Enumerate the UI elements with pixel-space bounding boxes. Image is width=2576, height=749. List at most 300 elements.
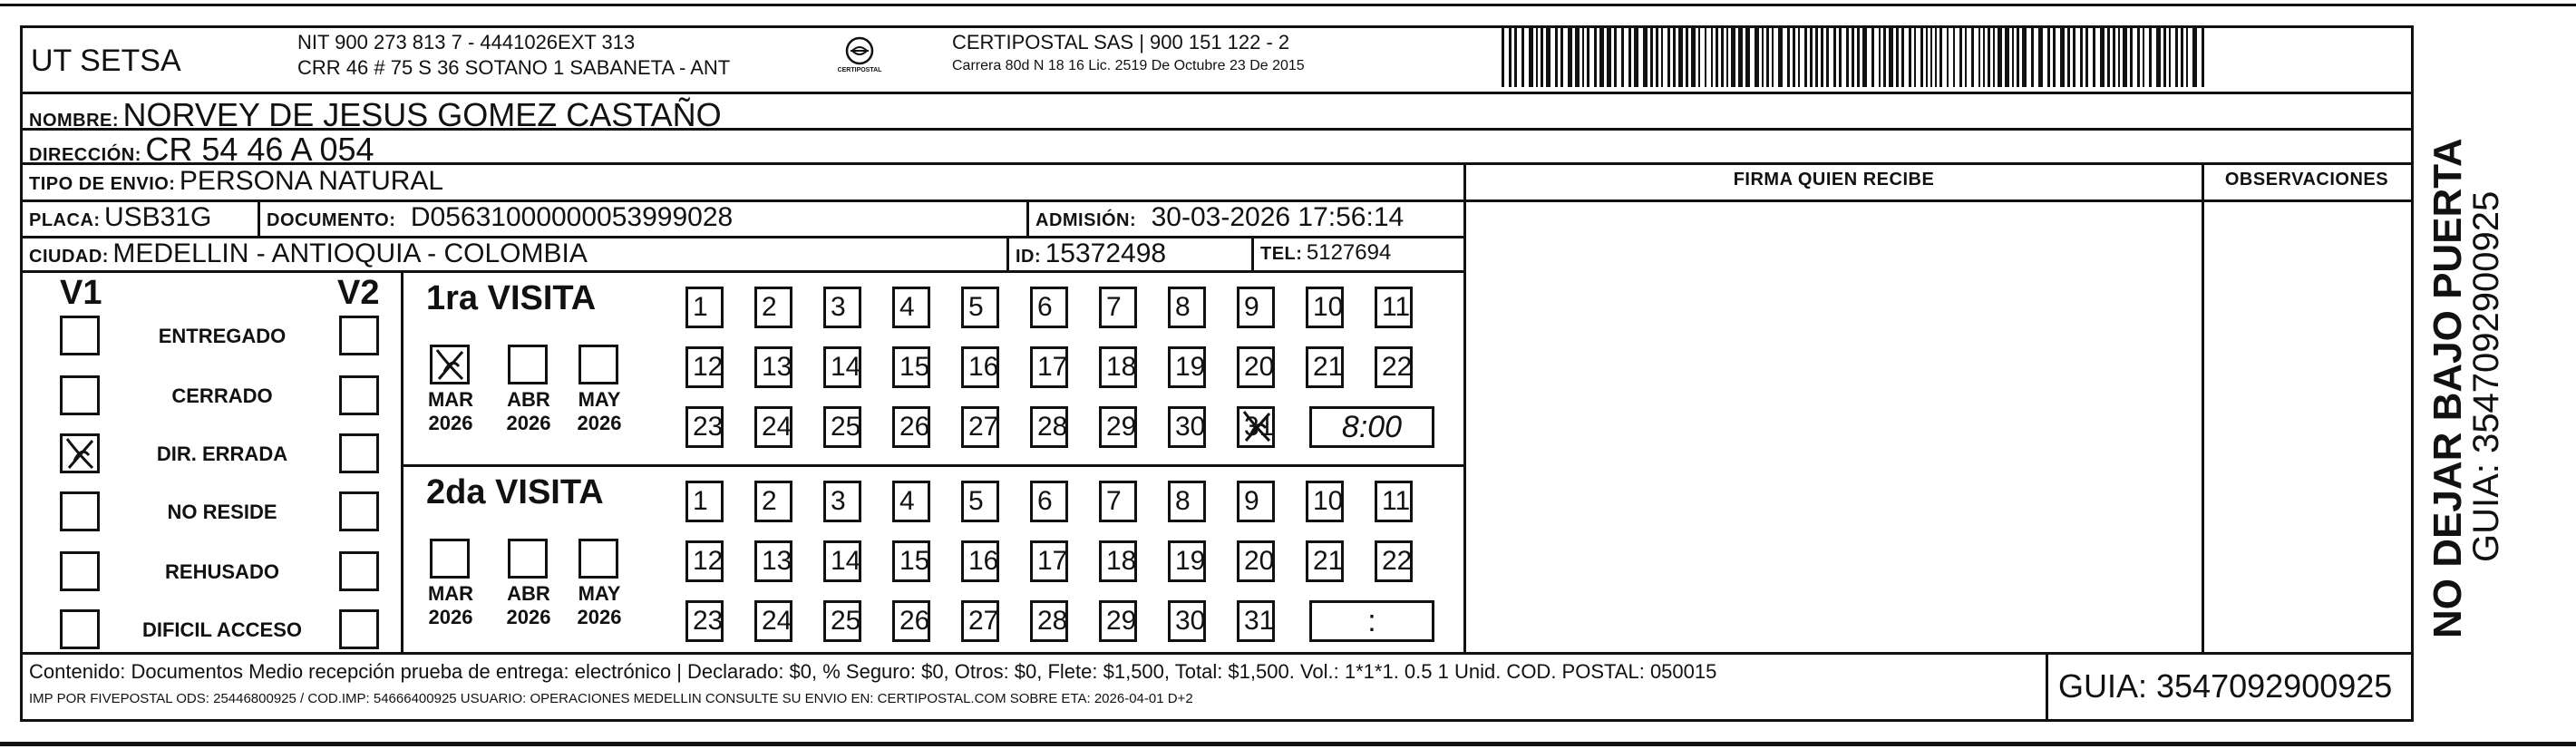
day-number: 14 — [831, 546, 861, 576]
barcode-bar — [2012, 27, 2014, 87]
firma-label: FIRMA QUIEN RECIBE — [1733, 170, 1935, 190]
day-box[interactable] — [1375, 481, 1413, 522]
barcode-bar — [1575, 27, 1580, 87]
day-box[interactable] — [754, 481, 792, 522]
side-guia: GUIA: 3547092900925 — [2466, 190, 2506, 562]
v1-checkbox[interactable] — [60, 551, 100, 591]
barcode-bar — [1621, 27, 1624, 87]
day-box[interactable] — [1099, 287, 1137, 328]
visit-time-box[interactable] — [1309, 406, 1434, 448]
v2-checkbox[interactable] — [339, 551, 379, 591]
month-year: 2026 — [506, 606, 551, 628]
barcode-bar — [2017, 27, 2019, 87]
day-box[interactable] — [1237, 287, 1275, 328]
day-box[interactable] — [1168, 406, 1206, 448]
barcode-bar — [2169, 27, 2171, 87]
barcode-bar — [1529, 27, 1533, 87]
day-number: 10 — [1313, 486, 1344, 516]
barcode-bar — [1726, 27, 1728, 87]
v2-checkbox[interactable] — [339, 316, 379, 355]
day-number: 21 — [1313, 352, 1344, 382]
id-cell — [1016, 238, 1166, 269]
v1-label: V1 — [60, 274, 102, 312]
day-number: 26 — [899, 412, 930, 442]
barcode-bar — [2107, 27, 2110, 87]
day-box[interactable] — [754, 346, 792, 388]
barcode-bar — [1678, 27, 1683, 87]
barcode-bar — [2186, 27, 2188, 87]
barcode-bar — [1667, 27, 1670, 87]
barcode-bar — [1509, 27, 1512, 87]
row-sep-2 — [20, 162, 2414, 165]
month-checkbox[interactable] — [578, 539, 618, 579]
day-number: 7 — [1106, 486, 1122, 516]
direccion-row — [29, 131, 374, 169]
v2-checkbox[interactable] — [339, 491, 379, 531]
v2-checkbox[interactable] — [339, 375, 379, 415]
day-box[interactable] — [685, 287, 724, 328]
barcode-bar — [1738, 27, 1743, 87]
day-number: 31 — [1244, 606, 1275, 636]
v1-checkbox[interactable] — [60, 491, 100, 531]
day-number: 20 — [1244, 546, 1275, 576]
day-number: 27 — [968, 412, 999, 442]
barcode-bar — [2149, 27, 2152, 87]
placa-cell — [29, 202, 211, 233]
barcode-bar — [2022, 27, 2027, 87]
barcode-bar — [1514, 27, 1517, 87]
ciudad-value: MEDELLIN - ANTIOQUIA - COLOMBIA — [112, 238, 588, 268]
barcode-bar — [1953, 27, 1955, 87]
day-box[interactable] — [754, 406, 792, 448]
footer-contenido: Contenido: Documentos Medio recepción prueba de entrega: electrónico | Declarado: $0, % Seguro: $0, Otros: $0, Flete: $1,500, Total: $1,500. Vol.: 1*1*1. 0.5 1 Unid. COD. POSTAL: 050015 — [29, 660, 1717, 683]
day-number: 7 — [1106, 292, 1122, 322]
day-box[interactable] — [754, 287, 792, 328]
footer-separator — [20, 652, 2414, 655]
status-visit-divider — [401, 270, 403, 652]
ciudad-label: CIUDAD: — [29, 247, 109, 267]
day-box[interactable] — [754, 540, 792, 582]
day-number: 29 — [1106, 606, 1137, 636]
barcode-bar — [1731, 27, 1735, 87]
barcode-bar — [1691, 27, 1696, 87]
day-number: 28 — [1037, 412, 1068, 442]
v2-checkbox[interactable] — [339, 433, 379, 473]
footer-guia: GUIA: 3547092900925 — [2058, 667, 2393, 705]
status-label: CERRADO — [171, 384, 273, 407]
day-number: 27 — [968, 606, 999, 636]
month-name: MAR — [427, 582, 474, 605]
day-number: 21 — [1313, 546, 1344, 576]
barcode-bar — [2143, 27, 2144, 87]
header-separator — [20, 92, 2414, 94]
barcode-bar — [1568, 27, 1572, 87]
day-box[interactable] — [892, 287, 930, 328]
barcode-bar — [2093, 27, 2095, 87]
day-number: 3 — [831, 486, 846, 516]
day-box[interactable] — [1168, 600, 1206, 642]
month-name: ABR — [507, 388, 550, 411]
v1-checkbox[interactable] — [60, 609, 100, 649]
month-label — [419, 388, 482, 435]
day-number: 12 — [693, 546, 724, 576]
barcode-bar — [1889, 27, 1893, 87]
visit-time-box[interactable] — [1309, 600, 1434, 642]
month-name: ABR — [507, 582, 550, 605]
day-box[interactable] — [1375, 287, 1413, 328]
barcode-bar — [1804, 27, 1807, 87]
doc-admision-divider — [1026, 199, 1029, 236]
visit-title: 1ra VISITA — [426, 279, 597, 317]
barcode-bar — [1935, 27, 1937, 87]
day-number: 1 — [693, 292, 708, 322]
day-box[interactable] — [823, 540, 861, 582]
bottom-edge-line — [0, 742, 2576, 746]
month-checkbox[interactable] — [430, 539, 470, 579]
day-box[interactable] — [685, 600, 724, 642]
barcode-bar — [1815, 27, 1818, 87]
direccion-label: DIRECCIÓN: — [29, 145, 141, 165]
barcode-bar — [1947, 27, 1949, 87]
barcode-bar — [1821, 27, 1823, 87]
carrier-line: CERTIPOSTAL SAS | 900 151 122 - 2 — [952, 31, 1290, 54]
barcode-bar — [1871, 27, 1874, 87]
barcode-bar — [1745, 27, 1750, 87]
barcode-bar — [1541, 27, 1543, 87]
status-label: REHUSADO — [165, 560, 279, 583]
tipo-value: PERSONA NATURAL — [179, 166, 444, 196]
barcode-bar — [2067, 27, 2070, 87]
barcode-bar — [1502, 27, 1504, 87]
barcode-bar — [1634, 27, 1638, 87]
day-box[interactable] — [754, 600, 792, 642]
barcode-bar — [1901, 27, 1904, 87]
day-box[interactable] — [1030, 287, 1068, 328]
day-box[interactable] — [1237, 600, 1275, 642]
barcode-bar — [1909, 27, 1911, 87]
day-number: 2 — [762, 292, 777, 322]
day-box[interactable] — [1030, 540, 1068, 582]
barcode-bar — [2085, 27, 2088, 87]
day-number: 15 — [899, 352, 930, 382]
day-number: 13 — [762, 546, 792, 576]
day-box[interactable] — [961, 406, 999, 448]
barcode-bar — [1879, 27, 1881, 87]
barcode-bar — [1926, 27, 1928, 87]
day-box[interactable] — [892, 406, 930, 448]
barcode-bar — [1883, 27, 1886, 87]
barcode-bar — [1555, 27, 1558, 87]
barcode-bar — [1810, 27, 1813, 87]
status-label: DIFICIL ACCESO — [141, 618, 302, 641]
barcode-bar — [1772, 27, 1774, 87]
barcode-bar — [1650, 27, 1653, 87]
day-box[interactable] — [1306, 287, 1344, 328]
barcode-bar — [1862, 27, 1867, 87]
barcode-bar — [1661, 27, 1663, 87]
placa-value: USB31G — [104, 202, 212, 232]
day-box[interactable] — [823, 346, 861, 388]
visit-time: : — [1367, 604, 1376, 638]
month-year: 2026 — [506, 412, 551, 434]
day-box[interactable] — [1099, 406, 1137, 448]
day-number: 26 — [899, 606, 930, 636]
day-box[interactable] — [1030, 406, 1068, 448]
barcode-bar — [2100, 27, 2105, 87]
month-year: 2026 — [428, 606, 473, 628]
day-box[interactable] — [1168, 540, 1206, 582]
day-number: 22 — [1382, 352, 1413, 382]
documento-label: DOCUMENTO: — [267, 210, 396, 230]
barcode-bar — [1971, 27, 1974, 87]
day-box[interactable] — [1099, 600, 1137, 642]
ciudad-cell — [29, 238, 588, 269]
barcode-bar — [1594, 27, 1597, 87]
barcode-bar — [2123, 27, 2127, 87]
month-name: MAY — [578, 388, 621, 411]
day-box[interactable] — [1030, 600, 1068, 642]
barcode-bar — [1983, 27, 1985, 87]
barcode-bar — [2137, 27, 2140, 87]
barcode-bar — [1787, 27, 1790, 87]
barcode-bar — [2073, 27, 2075, 87]
admision-label: ADMISIÓN: — [1035, 210, 1137, 230]
barcode-bar — [2080, 27, 2083, 87]
visit-title: 2da VISITA — [426, 473, 604, 511]
day-number: 25 — [831, 606, 861, 636]
barcode-bar — [1914, 27, 1916, 87]
barcode-bar — [1793, 27, 1795, 87]
day-box[interactable] — [1237, 481, 1275, 522]
barcode-bar — [2163, 27, 2166, 87]
barcode-bar — [1587, 27, 1589, 87]
barcode-bar — [2053, 27, 2056, 87]
day-box[interactable] — [1306, 481, 1344, 522]
day-box[interactable] — [685, 406, 724, 448]
day-number: 3 — [831, 292, 846, 322]
day-number: 10 — [1313, 292, 1344, 322]
day-box[interactable] — [823, 406, 861, 448]
day-number: 24 — [762, 412, 792, 442]
placa-label: PLACA: — [29, 210, 101, 230]
month-label — [497, 582, 560, 629]
barcode-bar — [1778, 27, 1783, 87]
day-number: 31 — [1244, 412, 1275, 442]
barcode-bar — [2181, 27, 2183, 87]
day-number: 30 — [1175, 606, 1206, 636]
day-number: 13 — [762, 352, 792, 382]
day-number: 28 — [1037, 606, 1068, 636]
day-number: 20 — [1244, 352, 1275, 382]
barcode-bar — [1673, 27, 1676, 87]
day-box[interactable] — [1099, 540, 1137, 582]
day-box[interactable] — [685, 481, 724, 522]
day-box[interactable] — [961, 540, 999, 582]
tipo-row — [29, 166, 443, 197]
barcode-bar — [1599, 27, 1604, 87]
month-name: MAY — [578, 582, 621, 605]
v1-checkbox[interactable] — [60, 375, 100, 415]
barcode-bar — [1755, 27, 1759, 87]
day-number: 23 — [693, 606, 724, 636]
documento-cell — [267, 202, 733, 233]
top-edge-line — [0, 4, 2576, 6]
month-year: 2026 — [577, 606, 622, 628]
day-box[interactable] — [1099, 346, 1137, 388]
barcode-bar — [1852, 27, 1854, 87]
footer-guia-divider — [2046, 652, 2048, 722]
barcode-bar — [1826, 27, 1829, 87]
month-check-mark — [430, 345, 470, 384]
day-box[interactable] — [961, 287, 999, 328]
day-number: 12 — [693, 352, 724, 382]
barcode-bar — [1798, 27, 1800, 87]
day-box[interactable] — [823, 481, 861, 522]
day-number: 9 — [1244, 486, 1259, 516]
barcode-bar — [1686, 27, 1688, 87]
barcode-bar — [1766, 27, 1769, 87]
v2-checkbox[interactable] — [339, 609, 379, 649]
barcode-bar — [2130, 27, 2133, 87]
day-box[interactable] — [961, 481, 999, 522]
day-box[interactable] — [823, 287, 861, 328]
month-year: 2026 — [428, 412, 473, 434]
barcode-bar — [1993, 27, 1995, 87]
day-number: 23 — [693, 412, 724, 442]
side-warning: NO DEJAR BAJO PUERTA — [2425, 138, 2470, 638]
barcode-bar — [2113, 27, 2115, 87]
address-line: CRR 46 # 75 S 36 SOTANO 1 SABANETA - ANT — [297, 56, 731, 79]
day-number: 11 — [1382, 292, 1411, 322]
day-box[interactable] — [1375, 540, 1413, 582]
day-number: 18 — [1106, 546, 1137, 576]
day-number: 16 — [968, 352, 999, 382]
barcode-bar — [1939, 27, 1942, 87]
id-value: 15372498 — [1045, 238, 1167, 268]
month-checkbox[interactable] — [508, 539, 548, 579]
barcode-bar — [1998, 27, 2002, 87]
day-box[interactable] — [1168, 481, 1206, 522]
visit-time: 8:00 — [1341, 410, 1403, 444]
day-box[interactable] — [1030, 346, 1068, 388]
barcode-bar — [1846, 27, 1849, 87]
barcode-bar — [1959, 27, 1962, 87]
day-box[interactable] — [961, 346, 999, 388]
tipo-label: TIPO DE ENVIO: — [29, 174, 176, 194]
barcode-bar — [2031, 27, 2034, 87]
day-number: 15 — [899, 546, 930, 576]
month-checkbox[interactable] — [578, 345, 618, 384]
status-label: DIR. ERRADA — [156, 443, 288, 465]
footer-imp-line: IMP POR FIVEPOSTAL ODS: 25446800925 / COD.IMP: 54666400925 USUARIO: OPERACIONES MEDELLIN CONSULTE SU ENVIO EN: CERTIPOSTAL.COM SOBRE ETA: 2026-04-01 D+2 — [29, 691, 1193, 706]
nombre-label: NOMBRE: — [29, 111, 120, 131]
barcode-bar — [2005, 27, 2009, 87]
day-number: 24 — [762, 606, 792, 636]
id-tel-divider — [1251, 236, 1254, 270]
barcode-bar — [1930, 27, 1932, 87]
day-number: 22 — [1382, 546, 1413, 576]
v1-checkbox[interactable] — [60, 316, 100, 355]
barcode-bar — [1965, 27, 1967, 87]
barcode-bar — [1628, 27, 1631, 87]
day-number: 16 — [968, 546, 999, 576]
barcode-bar — [1560, 27, 1563, 87]
company-name: UT SETSA — [31, 44, 181, 78]
barcode-bar — [2175, 27, 2178, 87]
direccion-value: CR 54 46 A 054 — [145, 131, 374, 168]
nombre-value: NORVEY DE JESUS GOMEZ CASTAÑO — [122, 96, 722, 133]
day-number: 30 — [1175, 412, 1206, 442]
barcode-bar — [2118, 27, 2120, 87]
documento-value: D05631000000053999028 — [410, 202, 734, 232]
day-box[interactable] — [1306, 346, 1344, 388]
barcode-bar — [1833, 27, 1836, 87]
day-box[interactable] — [1168, 287, 1206, 328]
barcode-bar — [1607, 27, 1611, 87]
month-label — [497, 388, 560, 435]
day-number: 17 — [1037, 546, 1068, 576]
day-box[interactable] — [961, 600, 999, 642]
day-box[interactable] — [685, 346, 724, 388]
month-checkbox[interactable] — [508, 345, 548, 384]
id-label: ID: — [1016, 247, 1042, 267]
signature-area[interactable] — [1466, 202, 2202, 652]
v1-check-mark — [60, 433, 100, 473]
barcode-bar — [1978, 27, 1980, 87]
observaciones-label: OBSERVACIONES — [2224, 170, 2389, 190]
month-year: 2026 — [577, 412, 622, 434]
day-box[interactable] — [1168, 346, 1206, 388]
barcode-bar — [1762, 27, 1764, 87]
day-check-mark — [1237, 406, 1277, 446]
day-box[interactable] — [1375, 346, 1413, 388]
day-number: 19 — [1175, 352, 1206, 382]
barcode-bar — [2038, 27, 2043, 87]
day-box[interactable] — [892, 600, 930, 642]
day-box[interactable] — [685, 540, 724, 582]
barcode-bar — [1536, 27, 1538, 87]
day-box[interactable] — [1099, 481, 1137, 522]
day-box[interactable] — [823, 600, 861, 642]
barcode-bar — [1896, 27, 1899, 87]
nombre-row — [29, 96, 722, 134]
day-box[interactable] — [1237, 540, 1275, 582]
day-number: 17 — [1037, 352, 1068, 382]
day-box[interactable] — [1306, 540, 1344, 582]
day-number: 29 — [1106, 412, 1137, 442]
barcode-bar — [1643, 27, 1648, 87]
logo-text: CERTIPOSTAL — [837, 67, 882, 73]
row-sep-5 — [20, 270, 1466, 273]
day-number: 18 — [1106, 352, 1137, 382]
month-label — [419, 582, 482, 629]
day-box[interactable] — [892, 481, 930, 522]
barcode-bar — [1920, 27, 1923, 87]
day-box[interactable] — [892, 540, 930, 582]
admision-value: 30-03-2026 17:56:14 — [1151, 202, 1405, 232]
day-box[interactable] — [1030, 481, 1068, 522]
admision-cell — [1035, 202, 1404, 233]
v2-label: V2 — [337, 274, 380, 312]
barcode-bar — [1521, 27, 1524, 87]
day-number: 2 — [762, 486, 777, 516]
day-number: 9 — [1244, 292, 1259, 322]
day-box[interactable] — [892, 346, 930, 388]
barcode-bar — [1721, 27, 1724, 87]
day-box[interactable] — [1237, 346, 1275, 388]
status-label: ENTREGADO — [158, 325, 287, 347]
observaciones-area[interactable] — [2204, 202, 2411, 652]
